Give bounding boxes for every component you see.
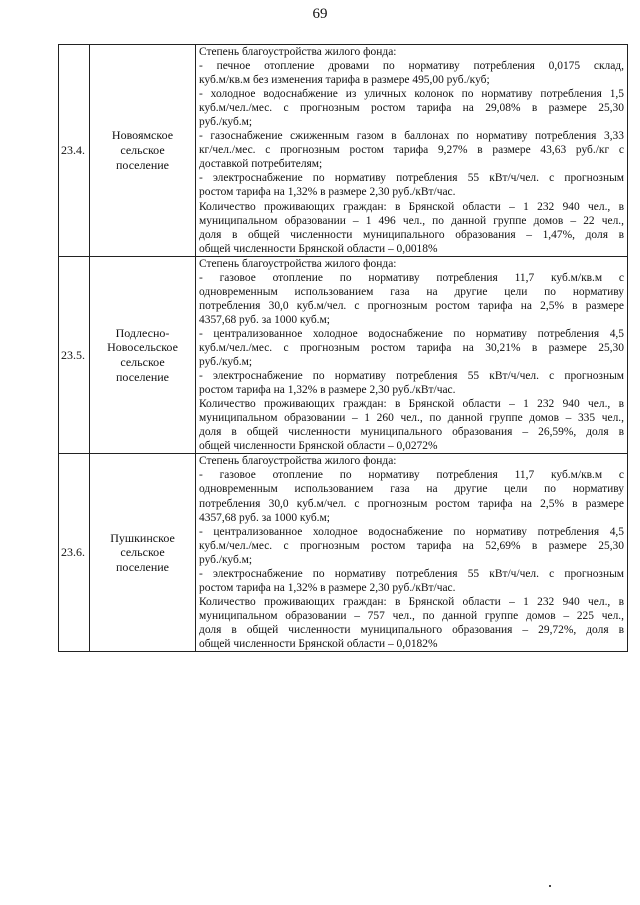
description-line: доля в общей численности муниципального образования – 26,59%, доля в <box>199 426 624 439</box>
description-line: - централизованное холодное водоснабжение по нормативу потребления 4,5 <box>199 525 624 538</box>
description-line: куб.м/чел./мес. с прогнозным ростом тарифа на 52,69% в размере 25,30 <box>199 539 624 552</box>
settlement-description <box>196 45 628 257</box>
description-line: - печное отопление дровами по нормативу потребления 0,0175 склад, <box>199 60 624 73</box>
description-line: руб./куб.м; <box>199 356 253 369</box>
description-line: - газовое отопление по нормативу потребления 11,7 куб.м/кв.м с <box>199 271 624 284</box>
description-line: Количество проживающих граждан: в Брянской области – 1 232 940 чел., в <box>199 595 624 608</box>
description-line: доля в общей численности муниципального образования – 29,72%, доля в <box>199 623 624 636</box>
row-number: 23.6. <box>59 454 90 652</box>
settlement-name-line: сельское <box>120 143 165 158</box>
description-line: - газоснабжение сжиженным газом в баллонах по нормативу потребления 3,33 <box>199 130 624 143</box>
settlement-description <box>196 454 628 652</box>
description-line: доля в общей численности муниципального образования – 1,47%, доля в <box>199 228 624 241</box>
description-line: - централизованное холодное водоснабжение по нормативу потребления 4,5 <box>199 327 624 340</box>
description-line: - электроснабжение по нормативу потребления 55 кВт/ч/чел. с прогнозным <box>199 370 624 383</box>
description-line: Количество проживающих граждан: в Брянской области – 1 232 940 чел., в <box>199 200 624 213</box>
settlement-name-line: Подлесно- <box>115 325 170 340</box>
page-number: 69 <box>312 6 328 22</box>
description-line: общей численности Брянской области – 0,0272% <box>199 440 438 453</box>
description-line: одновременным использованием газа на другие цели по нормативу <box>199 483 624 496</box>
settlement-name <box>90 45 196 257</box>
settlement-name-line: поселение <box>115 369 169 384</box>
description-line: ростом тарифа на 1,32% в размере 2,30 руб./кВт/час. <box>199 384 456 397</box>
scan-speck <box>549 885 551 887</box>
description-line: руб./куб.м; <box>199 116 253 129</box>
description-line: - газовое отопление по нормативу потребления 11,7 куб.м/кв.м с <box>199 469 624 482</box>
description-line: потребления 30,0 куб.м/чел. с прогнозным ростом тарифа на 2,5% в размере <box>199 497 624 510</box>
description-line: 4357,68 руб. за 1000 куб.м; <box>199 313 330 326</box>
table-body <box>59 45 628 652</box>
description-line: - электроснабжение по нормативу потребления 55 кВт/ч/чел. с прогнозным <box>199 567 624 580</box>
table-row <box>59 256 628 454</box>
description-line: - электроснабжение по нормативу потребления 55 кВт/ч/чел. с прогнозным <box>199 172 624 185</box>
row-number: 23.5. <box>59 256 90 454</box>
settlement-name-line: Новосельское <box>107 340 178 355</box>
description-line: Количество проживающих граждан: в Брянской области – 1 232 940 чел., в <box>199 398 624 411</box>
settlement-name-line: Новоямское <box>111 128 174 143</box>
settlement-description <box>196 256 628 454</box>
description-line: куб.м/чел./мес. с прогнозным ростом тарифа на 29,08% в размере 25,30 <box>199 102 624 115</box>
settlements-table <box>58 44 628 652</box>
settlement-name-line: Пушкинское <box>110 530 175 545</box>
description-line: Степень благоустройства жилого фонда: <box>199 46 397 58</box>
description-line: - холодное водоснабжение из уличных колонок по нормативу потребления 1,5 <box>199 88 624 101</box>
description-line: 4357,68 руб. за 1000 куб.м; <box>199 511 330 524</box>
description-line: ростом тарифа на 1,32% в размере 2,30 руб./кВт/час. <box>199 186 456 199</box>
table-row <box>59 45 628 257</box>
description-line: одновременным использованием газа на другие цели по нормативу <box>199 285 624 298</box>
description-line: общей численности Брянской области – 0,0018% <box>199 242 438 255</box>
description-line: муниципальном образовании – 1 260 чел., по данной группе домов – 335 чел., <box>199 412 624 425</box>
description-line: куб.м/чел./мес. с прогнозным ростом тарифа на 30,21% в размере 25,30 <box>199 341 624 354</box>
description-line: куб.м/кв.м без изменения тарифа в размере 495,00 руб./куб; <box>199 74 490 87</box>
settlement-name-line: сельское <box>120 355 165 370</box>
settlement-name-line: поселение <box>115 559 169 574</box>
settlement-name-line: сельское <box>120 545 165 560</box>
settlement-name-line: поселение <box>115 157 169 172</box>
description-line: доставкой потребителям; <box>199 158 323 171</box>
description-line: Степень благоустройства жилого фонда: <box>199 257 397 270</box>
description-line: Степень благоустройства жилого фонда: <box>199 455 397 468</box>
description-line: муниципальном образовании – 757 чел., по данной группе домов – 225 чел., <box>199 609 624 622</box>
settlement-name <box>90 256 196 454</box>
description-line: ростом тарифа на 1,32% в размере 2,30 руб./кВт/час. <box>199 581 456 594</box>
description-line: потребления 30,0 куб.м/чел. с прогнозным ростом тарифа на 2,5% в размере <box>199 299 624 312</box>
description-line: общей численности Брянской области – 0,0182% <box>199 637 438 650</box>
description-line: руб./куб.м; <box>199 553 253 566</box>
row-number: 23.4. <box>59 45 90 257</box>
description-line: кг/чел./мес. с прогнозным ростом тарифа 9,27% в размере 43,63 руб./кг с <box>199 144 624 157</box>
description-line: муниципальном образовании – 1 496 чел., по данной группе домов – 22 чел., <box>199 214 624 227</box>
table-row <box>59 454 628 652</box>
settlement-name <box>90 454 196 652</box>
